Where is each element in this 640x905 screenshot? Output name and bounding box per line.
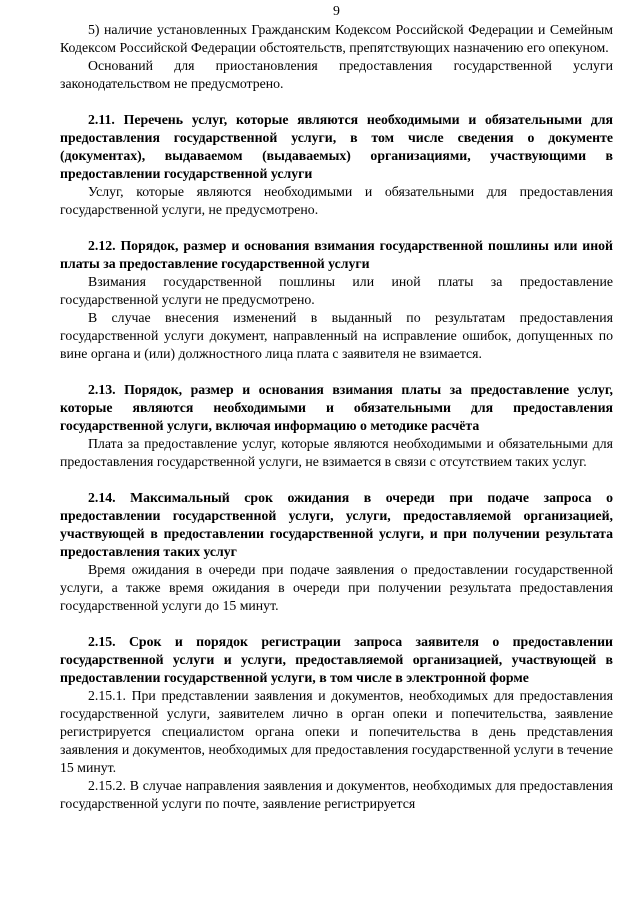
section-heading: 2.15. Срок и порядок регистрации запроса заявителя о предоставлении государственной услуги и услуги, предоставляемой организацией, участвующей в предоставлении государственной услуги, в том числе в электронной форме <box>60 634 613 685</box>
intro-paragraph: Оснований для приостановления предоставления государственной услуги законодательством не предусмотрено. <box>60 58 613 91</box>
section-2-12 <box>60 237 613 363</box>
section-paragraph: 2.15.1. При представлении заявления и документов, необходимых для предоставления государственной услуги, заявителем лично в орган опеки и попечительства, заявление регистрируется специалистом органа опеки и попечительства в день представления заявления и документов, необходимых для предоставления государственной услуги в течение 15 минут. <box>60 688 613 775</box>
section-heading: 2.14. Максимальный срок ожидания в очереди при подаче запроса о предоставлении государственной услуги, услуги, предоставляемой организацией, участвующей в предоставлении государственной услуги, и при получении результата предоставления таких услуг <box>60 490 613 559</box>
page-number: 9 <box>333 3 340 18</box>
section-2-13 <box>60 381 613 471</box>
section-heading: 2.13. Порядок, размер и основания взимания платы за предоставление услуг, которые являются необходимыми и обязательными для предоставления государственной услуги, включая информацию о методике расчёта <box>60 382 613 433</box>
section-paragraph: Плата за предоставление услуг, которые являются необходимыми и обязательными для предоставления государственной услуги, не взимается в связи с отсутствием таких услуг. <box>60 436 613 469</box>
section-paragraph: Услуг, которые являются необходимыми и обязательными для предоставления государственной услуги, не предусмотрено. <box>60 184 613 217</box>
section-2-15 <box>60 633 613 813</box>
section-2-11 <box>60 111 613 219</box>
section-heading: 2.11. Перечень услуг, которые являются необходимыми и обязательными для предоставления государственной услуги, в том числе сведения о документе (документах), выдаваемом (выдаваемых) организациями, участвующими в предоставлении государственной услуги <box>60 112 613 181</box>
section-paragraph: Взимания государственной пошлины или иной платы за предоставление государственной услуги не предусмотрено. <box>60 274 613 307</box>
section-2-14 <box>60 489 613 615</box>
section-heading: 2.12. Порядок, размер и основания взимания государственной пошлины или иной платы за предоставление государственной услуги <box>60 238 613 271</box>
intro-paragraph: 5) наличие установленных Гражданским Кодексом Российской Федерации и Семейным Кодексом Российской Федерации обстоятельств, препятствующих назначению его опекуном. <box>60 22 613 55</box>
section-paragraph: В случае внесения изменений в выданный по результатам предоставления государственной услуги документ, направленный на исправление ошибок, допущенных по вине органа и (или) должностного лица плата с заявителя не взимается. <box>60 310 613 361</box>
section-paragraph: Время ожидания в очереди при подаче заявления о предоставлении государственной услуги, а также время ожидания в очереди при получении результата предоставления государственной услуги до 15 минут. <box>60 562 613 613</box>
section-paragraph: 2.15.2. В случае направления заявления и документов, необходимых для предоставления государственной услуги по почте, заявление регистрируется <box>60 778 613 811</box>
